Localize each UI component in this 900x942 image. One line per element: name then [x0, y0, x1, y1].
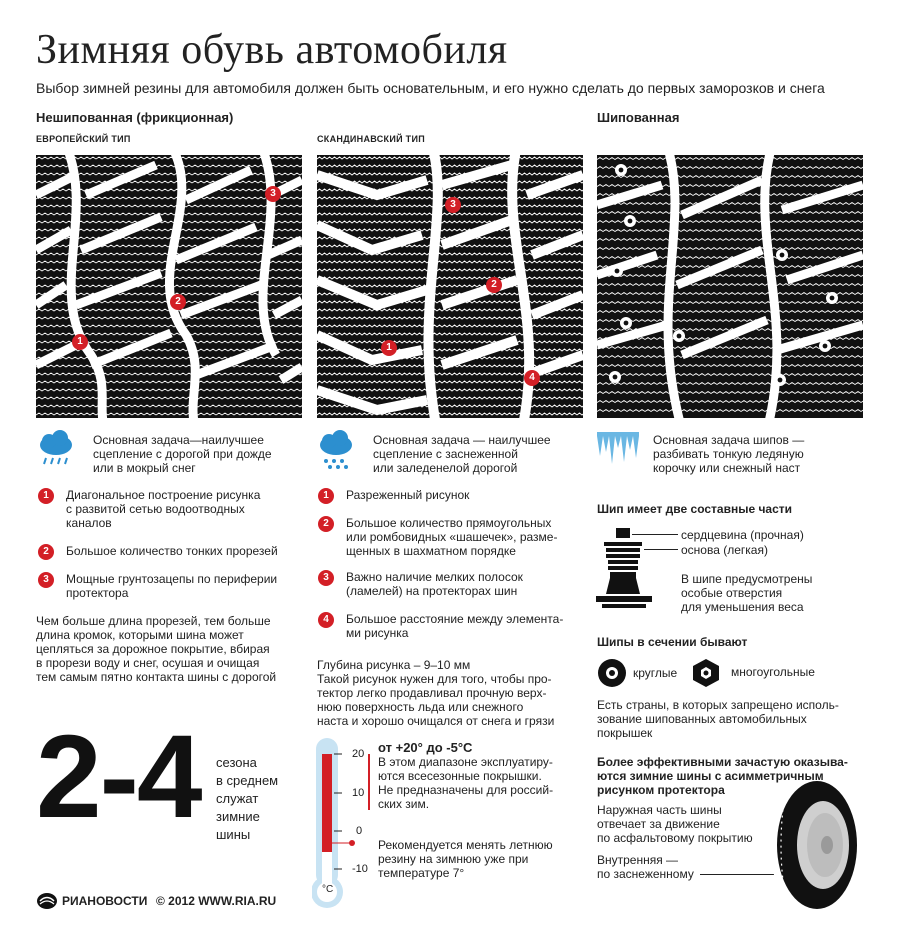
outer-part-text: Наружная часть шины отвечает за движение по асфальтовому покрытию — [597, 803, 753, 845]
ria-logo-icon — [36, 892, 58, 910]
polygonal-stud-icon — [691, 658, 721, 688]
scandinavian-list-item-1: 1 Разреженный рисунок — [318, 488, 588, 504]
scandinavian-list-item-2: 2 Большое количество прямоугольных или ромбовидных «шашечек», разме- щенных в шахматном порядке — [318, 516, 588, 560]
list-number-2: 2 — [318, 516, 334, 532]
thermometer-unit: °C — [322, 884, 334, 895]
european-list-item-3: 3 Мощные грунтозацепы по периферии протектора — [38, 572, 298, 602]
range-text: В этом диапазоне эксплуатиру- ются всесезонные покрышки. Не предназначены для россий- ских зим. — [378, 755, 554, 811]
round-stud-label: круглые — [633, 666, 678, 680]
seasons-big-number: 2-4 — [36, 711, 201, 843]
asymmetric-tire-icon — [761, 780, 857, 910]
thermometer — [312, 736, 382, 912]
studded-tread-image — [597, 155, 863, 418]
tread-depth-block: Глубина рисунка – 9–10 мм Такой рисунок нужен для того, чтобы про- тектор легко продавливал прочную верх- нюю поверхность льда или снежного наста и хорошо очищался от снега и грязи — [317, 658, 555, 728]
european-marker-2: 2 — [170, 294, 186, 310]
footer-copyright: © 2012 WWW.RIA.RU — [156, 894, 277, 908]
european-list-item-1: 1 Диагональное построение рисунка с развитой сетью водоотводных каналов — [38, 488, 298, 532]
page-title: Зимняя обувь автомобиля — [36, 27, 508, 73]
european-tread-image — [36, 155, 302, 418]
icicles-icon — [597, 432, 639, 468]
tick-0: 0 — [356, 825, 363, 837]
stud-section-heading: Шипы в сечении бывают — [597, 635, 748, 649]
seasons-text: сезона в среднем служат зимние шины — [216, 755, 279, 842]
snow-cloud-icon — [318, 430, 354, 470]
tick-10: 10 — [352, 787, 365, 799]
european-marker-1: 1 — [72, 334, 88, 350]
european-list-item-2: 2 Большое количество тонких прорезей — [38, 544, 308, 560]
round-stud-icon — [597, 658, 627, 688]
list-number-3: 3 — [38, 572, 54, 588]
scandinavian-marker-3: 3 — [445, 197, 461, 213]
tread-depth-label: Глубина рисунка – 9–10 мм — [317, 658, 471, 672]
european-task: Основная задача—наилучшее сцепление с дорогой при дожде или в мокрый снег — [93, 433, 272, 475]
tick-minus-10: -10 — [352, 863, 368, 875]
core-leader-line — [632, 534, 678, 535]
scandinavian-marker-4: 4 — [524, 370, 540, 386]
scandinavian-list-item-3: 3 Важно наличие мелких полосок (ламелей) на протекторах шин — [318, 570, 588, 600]
scandinavian-list-item-4: 4 Большое расстояние между элемента- ми рисунка — [318, 612, 588, 642]
tick-20: 20 — [352, 748, 365, 760]
list-number-2: 2 — [38, 544, 54, 560]
list-number-1: 1 — [318, 488, 334, 504]
studded-task: Основная задача шипов — разбивать тонкую ледяную корочку или снежный наст — [653, 433, 805, 475]
inner-part-text: Внутренняя — по заснеженному — [597, 853, 694, 881]
scandinavian-marker-2: 2 — [486, 277, 502, 293]
studless-heading: Нешипованная (фрикционная) — [36, 110, 234, 125]
stud-base-label: основа (легкая) — [681, 543, 768, 557]
polygonal-stud-label: многоугольные — [731, 665, 815, 679]
footer-brand: РИАНОВОСТИ — [62, 894, 148, 908]
range-bracket — [368, 754, 370, 810]
stud-holes-text: В шипе предусмотрены особые отверстия для уменьшения веса — [681, 572, 813, 614]
ban-text: Есть страны, в которых запрещено исполь- зование шипованных автомобильных покрышек — [597, 698, 839, 740]
stud-diagram — [596, 528, 660, 614]
asymmetric-heading: Более эффективными зачастую оказыва- ются зимние шины с асимметричным рисунком протектора — [597, 755, 848, 797]
stud-core-label: сердцевина (прочная) — [681, 528, 804, 542]
rain-cloud-icon — [38, 430, 74, 470]
recommend-text: Рекомендуется менять летнюю резину на зимнюю уже при температуре 7° — [378, 838, 553, 880]
studded-heading: Шипованная — [597, 110, 680, 125]
base-leader-line — [644, 549, 678, 550]
scandinavian-marker-1: 1 — [381, 340, 397, 356]
list-number-4: 4 — [318, 612, 334, 628]
list-number-3: 3 — [318, 570, 334, 586]
scandinavian-type-label: СКАНДИНАВСКИЙ ТИП — [317, 134, 425, 144]
european-marker-3: 3 — [265, 186, 281, 202]
list-number-1: 1 — [38, 488, 54, 504]
range-heading: от +20° до -5°C — [378, 740, 473, 755]
european-paragraph: Чем больше длина прорезей, тем больше длина кромок, которыми шина может цепляться за дорожное покрытие, вбирая в прорези воду и снег, осушая и очищая тем самым пятно контакта шины с дорогой — [36, 614, 277, 684]
page-subtitle: Выбор зимней резины для автомобиля должен быть основательным, и его нужно сделать до первых заморозков и снега — [36, 80, 825, 96]
scandinavian-task: Основная задача — наилучшее сцепление с заснеженной или заледенелой дорогой — [373, 433, 551, 475]
stud-parts-heading: Шип имеет две составные части — [597, 502, 793, 516]
scandinavian-tread-image — [317, 155, 583, 418]
european-type-label: ЕВРОПЕЙСКИЙ ТИП — [36, 134, 131, 144]
